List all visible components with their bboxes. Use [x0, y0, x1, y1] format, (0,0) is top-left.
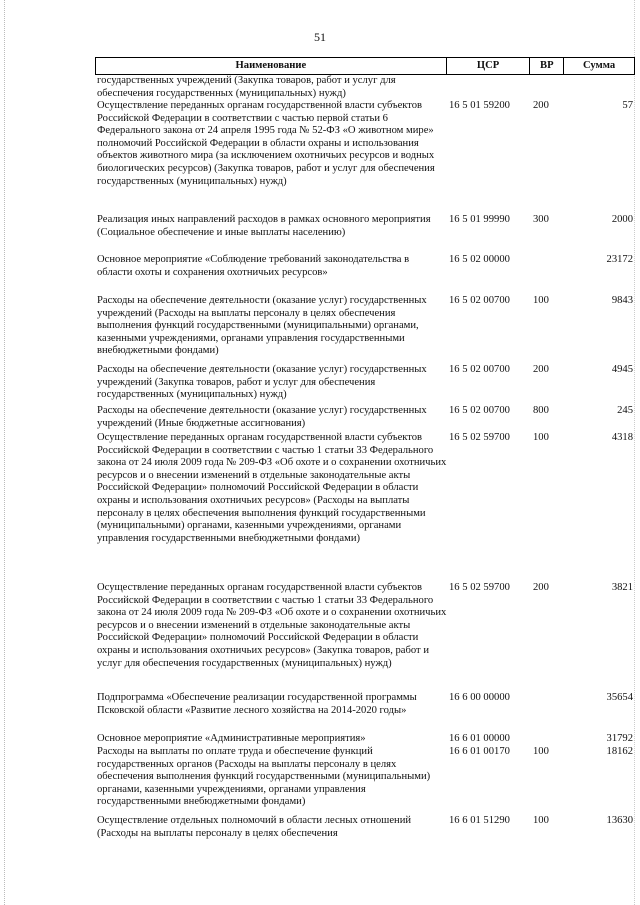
row-csr: 16 5 02 00700: [449, 405, 510, 416]
row-vr: 100: [533, 746, 549, 757]
row-sum: 35654: [606, 692, 633, 703]
row-csr: 16 5 02 00700: [449, 295, 510, 306]
row-vr: 200: [533, 582, 549, 593]
row-sum: 57: [622, 100, 633, 111]
row-vr: 800: [533, 405, 549, 416]
table-row: [95, 295, 635, 364]
row-name: Расходы на обеспечение деятельности (оказание услуг) государственных учреждений (Иные бюджетные ассигнования): [97, 405, 427, 429]
table-row: [95, 692, 635, 733]
row-sum: 3821: [611, 582, 633, 593]
table-row: [95, 733, 635, 746]
row-name: Расходы на обеспечение деятельности (оказание услуг) государственных учреждений (Закупка товаров, работ и услуг для обеспечения государственных (муниципальных) нужд): [97, 364, 427, 401]
row-name: Подпрограмма «Обеспечение реализации государственной программы Псковской области «Развитие лесного хозяйства на 2014-2020 годы»: [97, 692, 417, 716]
table-row: [95, 746, 635, 815]
row-sum: 4945: [611, 364, 633, 375]
row-vr: 100: [533, 295, 549, 306]
table-row: [95, 405, 635, 432]
table-row: [95, 100, 635, 214]
header-csr: ЦСР: [447, 58, 531, 74]
row-vr: 100: [533, 432, 549, 443]
table-row: [95, 582, 635, 692]
row-sum: 4318: [611, 432, 633, 443]
row-sum: 245: [617, 405, 633, 416]
row-name: Осуществление переданных органам государственной власти субъектов Российской Федерации в соответствии с частью 1 статьи 33 Федерального закона от 24 июля 2009 года № 209-ФЗ «Об охоте и о сохранении охотничьих ресурсов и о внесении изменений в отдельные законодательные акты Российской Федерации» полномочий Российской Федерации в области охраны и использования охотничьих ресурсов» (Закупка товаров, работ и услуг для обеспечения государственных (муниципальных) нужд): [97, 582, 447, 669]
row-csr: [447, 75, 531, 100]
row-vr: 300: [533, 214, 549, 225]
row-vr: [531, 692, 565, 733]
row-name: Осуществление переданных органам государственной власти субъектов Российской Федерации в соответствии с частью первой статьи 6 Федерального закона от 24 апреля 1995 года № 52-ФЗ «О животном мире» полномочий Российской Федерации в области охраны и использования объектов животного мира (за исключением охотничьих ресурсов и водных биологических ресурсов) (Закупка товаров, работ и услуг для обеспечения государственных (муниципальных) нужд): [97, 100, 435, 187]
row-csr: 16 6 01 51290: [449, 815, 510, 826]
row-csr: 16 5 02 00000: [449, 254, 510, 265]
row-sum: 18162: [606, 746, 633, 757]
row-vr: 200: [533, 364, 549, 375]
row-csr: 16 5 02 00700: [449, 364, 510, 375]
row-csr: 16 6 00 00000: [449, 692, 510, 703]
row-sum: 31792: [606, 733, 633, 744]
row-name: Основное мероприятие «Административные мероприятия»: [97, 733, 366, 744]
table-row: [95, 214, 635, 254]
row-csr: 16 5 01 99990: [449, 214, 510, 225]
row-name: Осуществление отдельных полномочий в области лесных отношений (Расходы на выплаты персоналу в целях обеспечения: [97, 815, 412, 839]
page-number: 51: [314, 30, 326, 44]
row-csr: 16 6 01 00000: [449, 733, 510, 744]
header-sum: Сумма: [583, 60, 616, 71]
row-name: Расходы на обеспечение деятельности (оказание услуг) государственных учреждений (Расходы на выплаты персоналу в целях обеспечения выполнения функций государственными (муниципальными) органами, казенными учреждениями, органами управления государственными внебюджетными фондами): [97, 295, 427, 357]
row-csr: 16 5 02 59700: [449, 432, 510, 443]
row-vr: 200: [533, 100, 549, 111]
table-row: [95, 432, 635, 582]
header-vr: ВР: [530, 58, 564, 74]
row-csr: 16 5 01 59200: [449, 100, 510, 111]
row-vr: [531, 733, 565, 746]
row-sum: 9843: [611, 295, 633, 306]
row-vr: 100: [533, 815, 549, 826]
row-name: Основное мероприятие «Соблюдение требований законодательства в области охоты и сохранения охотничьих ресурсов»: [97, 254, 410, 278]
table-header: [95, 57, 635, 75]
left-margin-border: [4, 0, 7, 905]
budget-table: [95, 57, 635, 842]
row-sum: 23172: [606, 254, 633, 265]
row-vr: [531, 75, 565, 100]
row-vr: [531, 254, 565, 295]
row-sum: 13630: [606, 815, 633, 826]
row-csr: 16 5 02 59700: [449, 582, 510, 593]
row-name: Осуществление переданных органам государственной власти субъектов Российской Федерации в соответствии с частью 1 статьи 33 Федерального закона от 24 июля 2009 года № 209-ФЗ «Об охоте и о сохранении охотничьих ресурсов и о внесении изменений в отдельные законодательные акты Российской Федерации» полномочий Российской Федерации в области охраны и использования охотничьих ресурсов» (Расходы на выплаты персоналу в целях обеспечения выполнения функций государственными (муниципальными) органами, казенными учреждениями, органами управления государственными внебюджетными фондами): [97, 432, 447, 544]
table-row: [95, 815, 635, 842]
row-csr: 16 6 01 00170: [449, 746, 510, 757]
table-row: [95, 254, 635, 295]
header-name: Наименование: [96, 58, 447, 74]
row-name: Расходы на выплаты по оплате труда и обеспечение функций государственных органов (Расходы на выплаты персоналу в целях обеспечения выполнения функций государственными (муниципальными) органами, казенными учреждениями, органами управления государственными внебюджетными фондами): [97, 746, 431, 808]
row-name: Реализация иных направлений расходов в рамках основного мероприятия (Социальное обеспечение и иные выплаты населению): [97, 214, 431, 238]
table-row: [95, 75, 635, 100]
table-row: [95, 364, 635, 405]
row-sum: [565, 75, 635, 100]
row-name: государственных учреждений (Закупка товаров, работ и услуг для обеспечения государственных (муниципальных) нужд): [97, 75, 396, 99]
row-sum: 2000: [611, 214, 633, 225]
